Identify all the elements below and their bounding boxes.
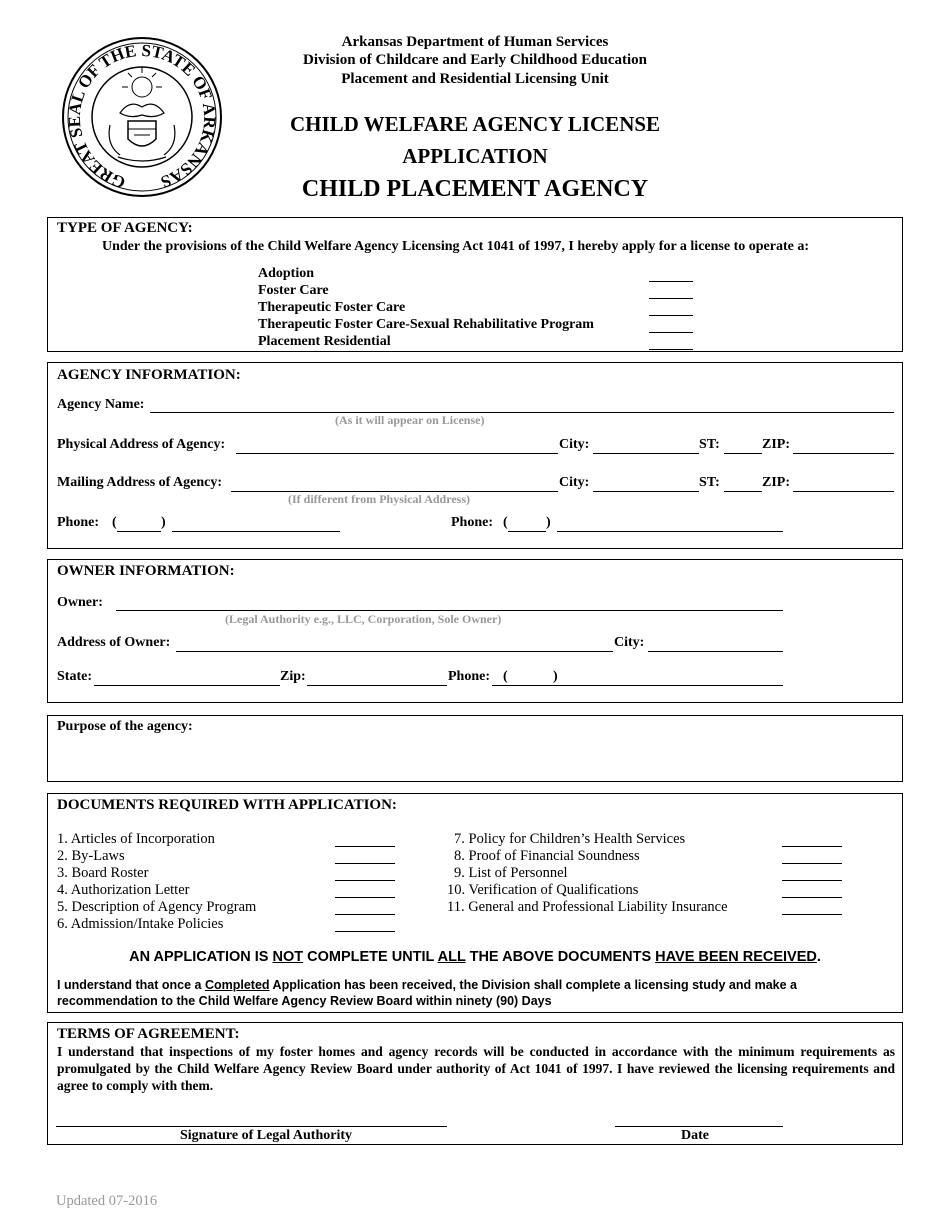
doc-articles-of-incorporation: 1. Articles of Incorporation <box>57 831 215 847</box>
unit-name: Placement and Residential Licensing Unit <box>341 71 609 87</box>
option-tfc-sexual-rehab-label: Therapeutic Foster Care-Sexual Rehabilitative Program <box>258 317 594 332</box>
updated-date: Updated 07-2016 <box>56 1193 158 1209</box>
physical-st-field[interactable] <box>724 453 762 454</box>
form-title-line3: CHILD PLACEMENT AGENCY <box>301 176 649 202</box>
purpose-section <box>47 715 903 782</box>
option-tfc-sexual-rehab-blank[interactable] <box>649 332 693 333</box>
doc-authorization-letter: 4. Authorization Letter <box>57 882 190 898</box>
owner-address-field[interactable] <box>176 651 613 652</box>
doc-9-check-blank[interactable] <box>782 880 842 881</box>
owner-zip-label: Zip: <box>280 669 306 684</box>
phone1-label: Phone: <box>57 515 99 530</box>
owner-phone-paren-close: ) <box>553 669 558 684</box>
date-label: Date <box>681 1128 709 1143</box>
owner-phone-field[interactable] <box>492 685 783 686</box>
doc-board-roster: 3. Board Roster <box>57 865 149 881</box>
terms-section <box>47 1022 903 1145</box>
agency-name-label: Agency Name: <box>57 397 145 412</box>
doc-admission-intake-policies: 6. Admission/Intake Policies <box>57 916 224 932</box>
purpose-field[interactable] <box>57 740 893 778</box>
mailing-address-label: Mailing Address of Agency: <box>57 475 223 490</box>
option-therapeutic-foster-care-label: Therapeutic Foster Care <box>258 300 406 315</box>
option-therapeutic-foster-care-blank[interactable] <box>649 315 693 316</box>
physical-zip-field[interactable] <box>793 453 894 454</box>
phone2-label: Phone: <box>451 515 493 530</box>
doc-by-laws: 2. By-Laws <box>57 848 125 864</box>
doc-1-check-blank[interactable] <box>335 846 395 847</box>
terms-text: I understand that inspections of my foster homes and agency records will be conducted in accordance with the minimum requirements as promulgated by the Child Welfare Agency Review Board under authority of Act 1041 of 1997. I have reviewed the licensing requirements and agree to comply with them. <box>57 1044 895 1093</box>
form-title-line1: CHILD WELFARE AGENCY LICENSE <box>289 112 661 136</box>
department-name: Arkansas Department of Human Services <box>341 34 609 50</box>
agency-name-field[interactable] <box>150 412 894 413</box>
mailing-zip-label: ZIP: <box>762 475 790 490</box>
doc-6-check-blank[interactable] <box>335 931 395 932</box>
owner-field[interactable] <box>116 610 783 611</box>
state-seal <box>58 35 226 198</box>
option-adoption-blank[interactable] <box>649 281 693 282</box>
type-of-agency-title: TYPE OF AGENCY: <box>57 220 193 236</box>
licensing-study-statement: I understand that once a Completed Application has been received, the Division shall complete a licensing study and make a recommendation to the Child Welfare Agency Review Board within ninety (90) Days <box>57 978 798 1008</box>
owner-state-label: State: <box>57 669 92 684</box>
phone2-number-field[interactable] <box>557 531 783 532</box>
owner-label: Owner: <box>57 595 103 610</box>
doc-7-check-blank[interactable] <box>782 846 842 847</box>
doc-8-check-blank[interactable] <box>782 863 842 864</box>
owner-information-title: OWNER INFORMATION: <box>57 563 235 579</box>
physical-st-label: ST: <box>699 437 720 452</box>
option-placement-residential-blank[interactable] <box>649 349 693 350</box>
doc-10-check-blank[interactable] <box>782 897 842 898</box>
owner-hint: (Legal Authority e.g., LLC, Corporation, Sole Owner) <box>225 612 502 626</box>
owner-phone-label: Phone: <box>448 669 490 684</box>
mailing-zip-field[interactable] <box>793 491 894 492</box>
form-title-line2: APPLICATION <box>402 144 548 168</box>
phone1-number-field[interactable] <box>172 531 340 532</box>
doc-3-check-blank[interactable] <box>335 880 395 881</box>
doc-11-check-blank[interactable] <box>782 914 842 915</box>
documents-section <box>47 793 903 1013</box>
owner-phone-paren-open: ( <box>503 669 508 684</box>
purpose-label: Purpose of the agency: <box>57 719 193 734</box>
option-adoption-label: Adoption <box>258 266 315 281</box>
phone1-paren-open: ( <box>112 515 117 530</box>
option-foster-care-blank[interactable] <box>649 298 693 299</box>
mailing-st-field[interactable] <box>724 491 762 492</box>
physical-city-label: City: <box>559 437 590 452</box>
signature-line[interactable] <box>56 1126 447 1127</box>
phone1-paren-close: ) <box>161 515 166 530</box>
physical-zip-label: ZIP: <box>762 437 790 452</box>
division-name: Division of Childcare and Early Childhood Education <box>303 52 647 68</box>
physical-address-field[interactable] <box>236 453 558 454</box>
seal-text: GREAT SEAL OF THE STATE OF ARKANSAS <box>64 40 220 193</box>
mailing-city-field[interactable] <box>593 491 699 492</box>
agency-information-section <box>47 362 903 549</box>
incomplete-application-notice: AN APPLICATION IS NOT COMPLETE UNTIL ALL THE ABOVE DOCUMENTS HAVE BEEN RECEIVED. <box>129 949 821 965</box>
owner-zip-field[interactable] <box>307 685 447 686</box>
agency-information-title: AGENCY INFORMATION: <box>57 367 241 383</box>
documents-title: DOCUMENTS REQUIRED WITH APPLICATION: <box>57 797 397 813</box>
date-line[interactable] <box>615 1126 783 1127</box>
doc-2-check-blank[interactable] <box>335 863 395 864</box>
doc-childrens-health-policy: 7. Policy for Children’s Health Services <box>454 831 686 847</box>
physical-address-label: Physical Address of Agency: <box>57 437 226 452</box>
doc-financial-soundness: 8. Proof of Financial Soundness <box>454 848 640 864</box>
phone1-area-code-field[interactable] <box>117 531 161 532</box>
owner-city-label: City: <box>614 635 645 650</box>
type-of-agency-section <box>47 217 903 352</box>
phone2-paren-close: ) <box>546 515 551 530</box>
owner-city-field[interactable] <box>648 651 783 652</box>
mailing-st-label: ST: <box>699 475 720 490</box>
mailing-city-label: City: <box>559 475 590 490</box>
doc-list-of-personnel: 9. List of Personnel <box>454 865 568 881</box>
doc-verification-of-qualifications: 10. Verification of Qualifications <box>447 882 639 898</box>
mailing-address-hint: (If different from Physical Address) <box>288 492 470 506</box>
owner-state-field[interactable] <box>94 685 280 686</box>
physical-city-field[interactable] <box>593 453 699 454</box>
type-of-agency-intro: Under the provisions of the Child Welfare Agency Licensing Act 1041 of 1997, I hereby apply for a license to operate a: <box>102 239 809 254</box>
phone2-paren-open: ( <box>503 515 508 530</box>
phone2-area-code-field[interactable] <box>508 531 546 532</box>
owner-address-label: Address of Owner: <box>57 635 171 650</box>
signature-label: Signature of Legal Authority <box>179 1128 353 1143</box>
owner-information-section <box>47 559 903 703</box>
terms-title: TERMS OF AGREEMENT: <box>57 1026 240 1042</box>
agency-name-hint: (As it will appear on License) <box>335 413 485 427</box>
doc-4-check-blank[interactable] <box>335 897 395 898</box>
doc-5-check-blank[interactable] <box>335 914 395 915</box>
svg-text:GREAT SEAL OF THE STATE OF ARK <box>65 41 219 193</box>
option-foster-care-label: Foster Care <box>258 283 329 298</box>
option-placement-residential-label: Placement Residential <box>258 334 391 349</box>
doc-liability-insurance: 11. General and Professional Liability Insurance <box>447 899 728 915</box>
doc-description-of-program: 5. Description of Agency Program <box>57 899 257 915</box>
